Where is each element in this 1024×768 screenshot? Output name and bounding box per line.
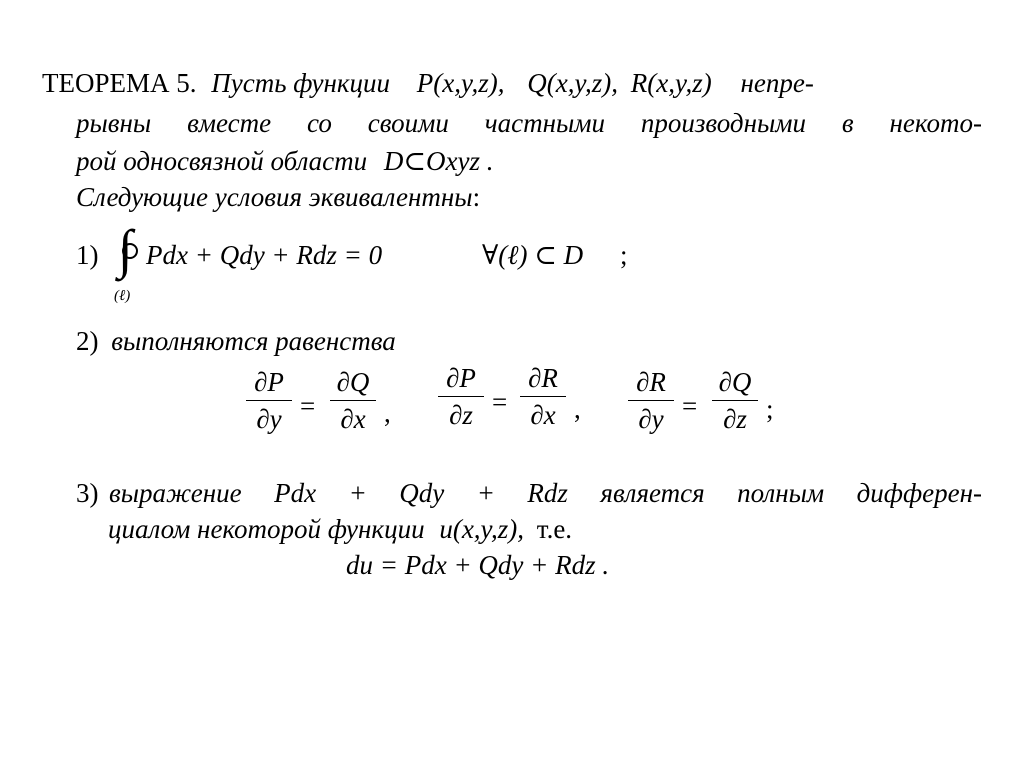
fraction-numerator: ∂Q [718, 367, 752, 397]
fraction-denominator: ∂y [256, 404, 282, 434]
fraction-bar [628, 400, 674, 401]
condition-3-text-2: циалом некоторой функции [108, 514, 425, 544]
condition-1-integrand: Pdx + Qdy + Rdz = 0 [146, 240, 383, 270]
fraction-denominator: ∂x [530, 400, 556, 430]
fraction-bar [712, 400, 758, 401]
condition-2-text: выполняются равенства [111, 326, 396, 356]
contour-circle-icon [122, 243, 138, 259]
equals-sign: = [492, 387, 508, 417]
fraction-numerator: ∂R [636, 367, 666, 397]
condition-1-end: ; [620, 240, 628, 270]
fraction-numerator: ∂Q [336, 367, 370, 397]
condition-3-text-1: выражение Pdx + Qdy + Rdz является полным дифферен- [109, 478, 982, 508]
condition-1-number: 1) [76, 240, 99, 270]
fraction-numerator: ∂P [254, 367, 284, 397]
equivalence-colon: : [472, 182, 481, 212]
contour-label: (ℓ) [114, 288, 131, 304]
function-p: P(x,y,z), [416, 68, 505, 98]
function-u: u(x,y,z), [439, 514, 525, 544]
fraction-denominator: ∂z [449, 400, 473, 430]
theorem-line-1 [42, 66, 814, 100]
fraction-numerator: ∂R [528, 363, 558, 393]
contour-integral-sign: ∫ [118, 219, 133, 279]
theorem-heading: ТЕОРЕМА 5. [42, 68, 197, 98]
function-q: Q(x,y,z), [527, 68, 618, 98]
fraction-separator: ; [766, 394, 774, 424]
fraction-dr-dy [624, 366, 678, 435]
domain-inclusion: D⊂Oxyz . [383, 146, 494, 176]
fraction-dr-dx [516, 362, 570, 431]
equivalence-statement: Следующие условия эквивалентны [76, 182, 473, 212]
fraction-separator: , [384, 398, 391, 428]
fraction-dq-dx [326, 366, 380, 435]
theorem-intro: Пусть функции [211, 68, 391, 98]
fraction-numerator: ∂P [446, 363, 476, 393]
fraction-bar [330, 400, 376, 401]
condition-3-number: 3) [76, 478, 99, 508]
theorem-intro-tail: непре- [740, 68, 814, 98]
condition-1-quantifier: ∀(ℓ) ⊂ D [482, 240, 584, 270]
equals-sign: = [300, 391, 316, 421]
theorem-line-2: рывны вместе со своими частными производными в некото- [76, 108, 982, 138]
fraction-bar [520, 396, 566, 397]
condition-2-number: 2) [76, 326, 99, 356]
fraction-dq-dz [708, 366, 762, 435]
fraction-dp-dz [434, 362, 488, 431]
theorem-line-3-text: рой односвязной области [76, 146, 368, 176]
equals-sign: = [682, 391, 698, 421]
fraction-bar [246, 400, 292, 401]
function-r: R(x,y,z) [630, 68, 712, 98]
condition-2-line [76, 324, 396, 358]
condition-3-line-2 [108, 512, 572, 546]
fraction-dp-dy [242, 366, 296, 435]
that-is: т.е. [536, 514, 573, 544]
total-differential-formula: du = Pdx + Qdy + Rdz . [346, 550, 610, 580]
fraction-denominator: ∂y [638, 404, 664, 434]
theorem-line-3 [76, 144, 494, 178]
fraction-bar [438, 396, 484, 397]
fraction-denominator: ∂z [723, 404, 747, 434]
theorem-line-4 [76, 180, 480, 214]
fraction-separator: , [574, 394, 581, 424]
fraction-denominator: ∂x [340, 404, 366, 434]
